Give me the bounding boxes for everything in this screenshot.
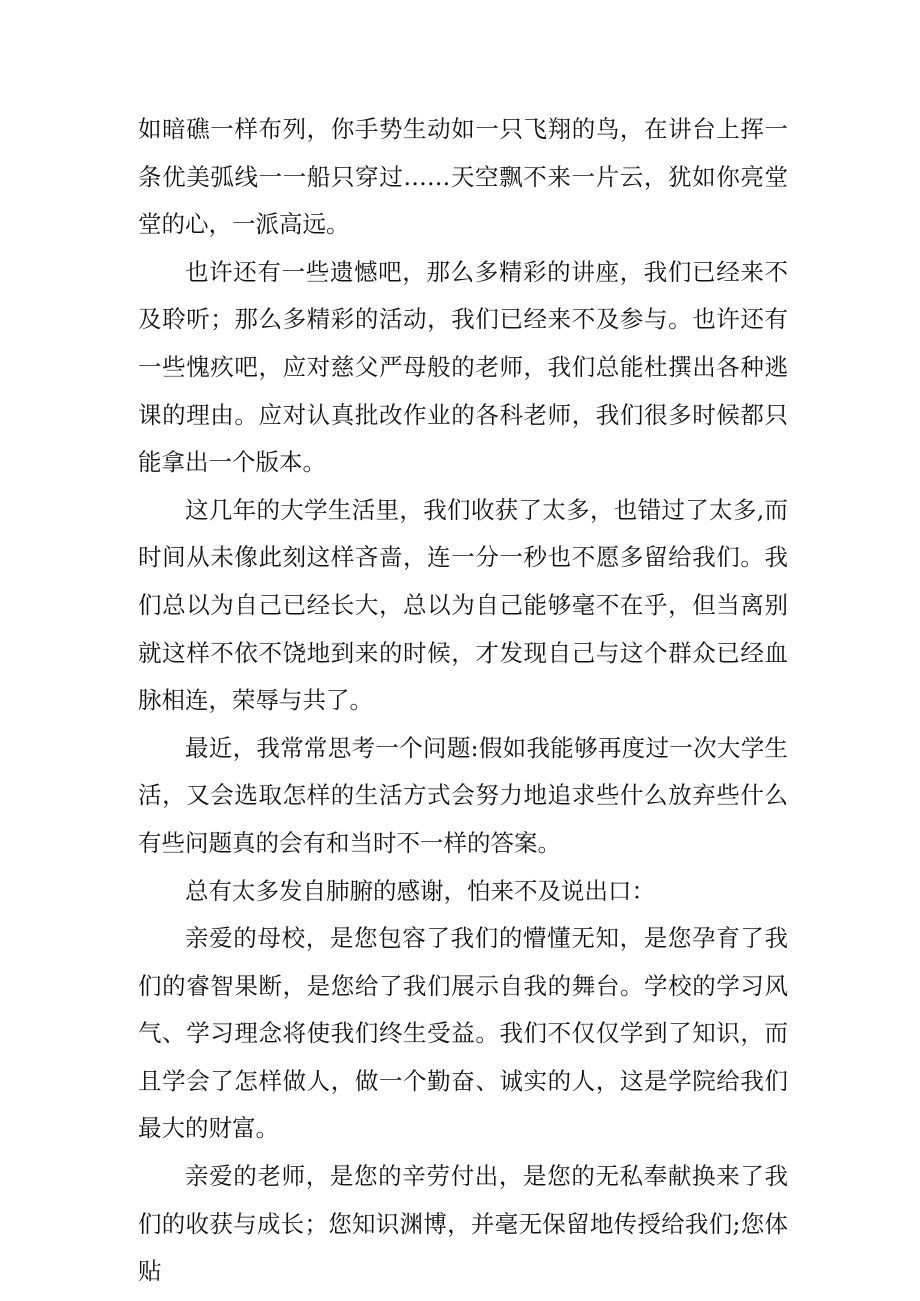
paragraph-4: 最近，我常常思考一个问题:假如我能够再度过一次大学生活，又会选取怎样的生活方式会努力地追求些什么放弃些什么有些问题真的会有和当时不一样的答案。 (138, 733, 788, 857)
paragraph-3: 这几年的大学生活里，我们收获了太多，也错过了太多,而时间从未像此刻这样吝啬，连一分一秒也不愿多留给我们。我们总以为自己已经长大，总以为自己能够毫不在乎，但当离别就这样不依不饶地到来的时候，才发现自己与这个群众已经血脉相连，荣辱与共了。 (138, 495, 788, 715)
paragraph-6: 亲爱的母校，是您包容了我们的懵懂无知，是您孕育了我们的睿智果断，是您给了我们展示自我的舞台。学校的学习风气、学习理念将使我们终生受益。我们不仅仅学到了知识，而且学会了怎样做人，做一个勤奋、诚实的人，这是学院给我们最大的财富。 (138, 924, 788, 1143)
paragraph-1: 如暗礁一样布列，你手势生动如一只飞翔的鸟，在讲台上挥一条优美弧线一一船只穿过……天空飘不来一片云，犹如你亮堂堂的心，一派高远。 (138, 115, 788, 239)
paragraph-7: 亲爱的老师，是您的辛劳付出，是您的无私奉献换来了我们的收获与成长；您知识渊博，并毫无保留地传授给我们;您体贴 (138, 1162, 788, 1286)
paragraph-5: 总有太多发自肺腑的感谢，怕来不及说出口： (185, 876, 655, 905)
document-body (138, 106, 788, 1296)
paragraph-2: 也许还有一些遗憾吧，那么多精彩的讲座，我们已经来不及聆听；那么多精彩的活动，我们已经来不及参与。也许还有一些愧疚吧，应对慈父严母般的老师，我们总能杜撰出各种逃课的理由。应对认真批改作业的各科老师，我们很多时候都只能拿出一个版本。 (138, 257, 788, 477)
